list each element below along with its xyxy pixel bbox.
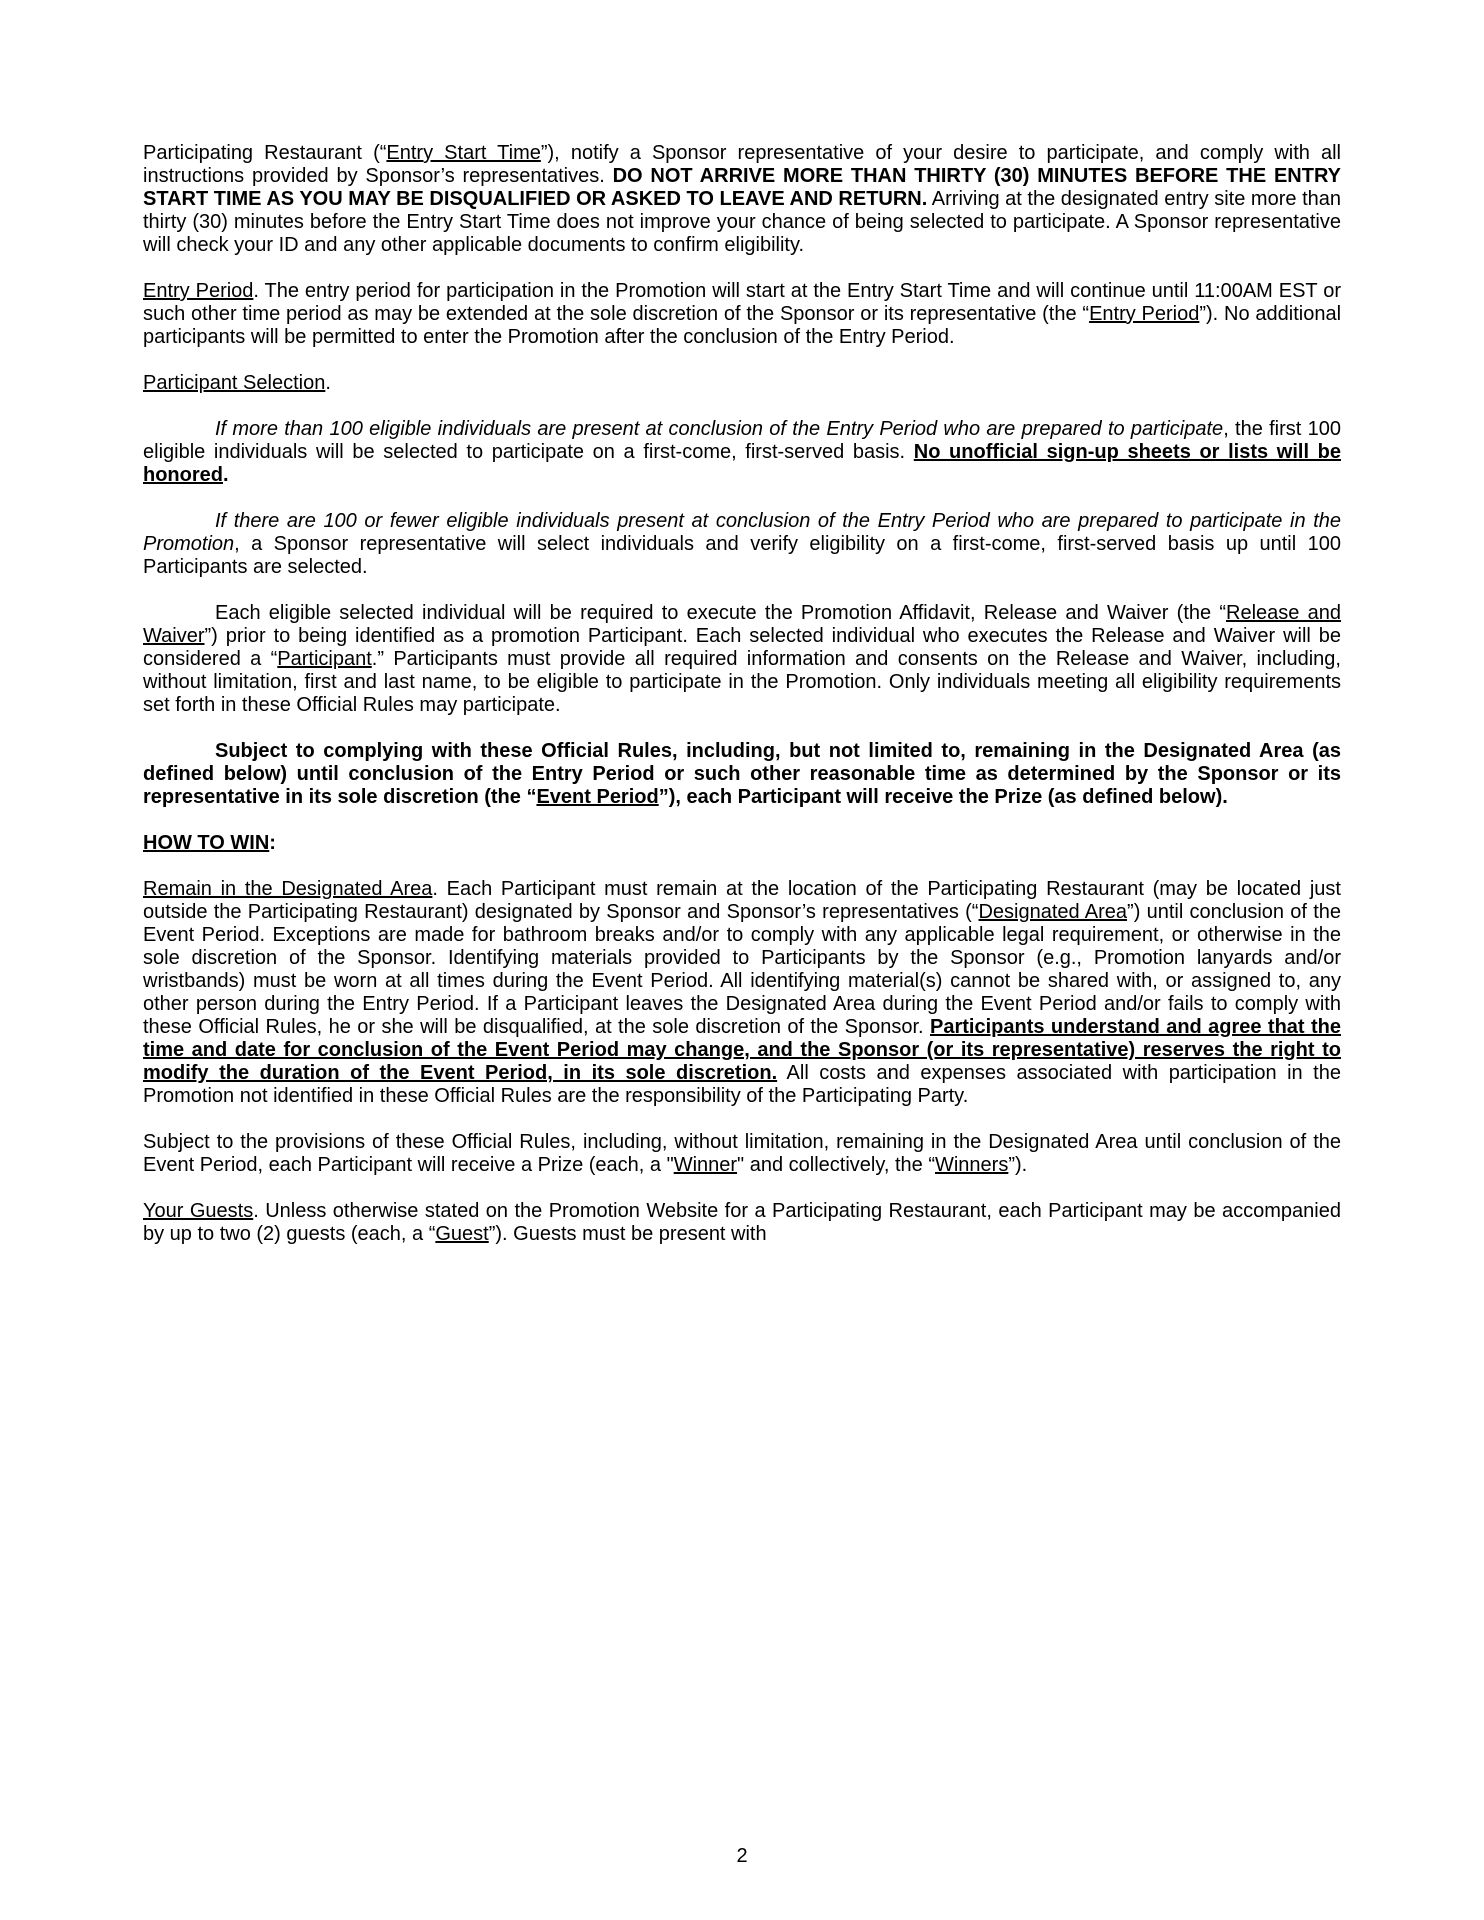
- text-run: Participants understand and agree that the time and date for conclusion of the Event Period may change, and the Sponsor (or its representative) reserves the right to modify the duration of the Event Period, in its sole discretion.: [143, 1016, 1341, 1084]
- text-run: Entry Period: [143, 280, 254, 302]
- text-run: " and collectively, the “: [737, 1154, 935, 1176]
- paragraph: [143, 1200, 1341, 1246]
- text-run: , the first 100 eligible individuals will be selected to participate on a first-come, first-served basis.: [143, 418, 1341, 463]
- paragraph: [143, 372, 1341, 395]
- text-run: Each eligible selected individual will be required to execute the Promotion Affidavit, Release and Waiver (the “: [215, 602, 1227, 624]
- text-run: No unofficial sign-up sheets or lists will be honored: [143, 441, 1341, 486]
- paragraph: [143, 1131, 1341, 1177]
- text-run: Subject to complying with these Official Rules, including, but not limited to, remaining in the Designated Area (as defined below) until conclusion of the Entry Period or such other reasonable time as determined by the Sponsor or its representative in its sole discretion (the “: [143, 740, 1341, 808]
- text-run: .” Participants must provide all required information and consents on the Release and Waiver, including, without limitation, first and last name, to be eligible to participate in the Promotion. Only individuals meeting all eligibility requirements set forth in these Official Rules may participate.: [143, 648, 1341, 716]
- text-run: Winner: [673, 1154, 738, 1176]
- text-run: Entry Period: [1089, 303, 1200, 325]
- text-run: Designated Area: [978, 901, 1128, 923]
- text-run: ”). No additional participants will be permitted to enter the Promotion after the conclusion of the Entry Period.: [143, 303, 1342, 348]
- text-run: Subject to the provisions of these Official Rules, including, without limitation, remaining in the Designated Area until conclusion of the Event Period, each Participant will receive a Prize (each, a ": [143, 1131, 1341, 1176]
- document-body: [143, 142, 1341, 1269]
- text-run: DO NOT ARRIVE MORE THAN THIRTY (30) MINUTES BEFORE THE ENTRY START TIME AS YOU MAY BE DISQUALIFIED OR ASKED TO LEAVE AND RETURN.: [143, 165, 1341, 210]
- text-run: ”).: [1008, 1154, 1028, 1176]
- text-run: Release and Waiver: [143, 602, 1342, 647]
- paragraph: [143, 142, 1341, 257]
- text-run: HOW TO WIN: [143, 832, 270, 854]
- text-run: ”), each Participant will receive the Prize (as defined below).: [658, 786, 1228, 808]
- text-run: ”). Guests must be present with: [488, 1223, 767, 1245]
- paragraph: [143, 740, 1341, 809]
- text-run: Participating Restaurant (“: [143, 142, 387, 164]
- text-run: Entry Start Time: [386, 142, 541, 164]
- text-run: ”) prior to being identified as a promotion Participant. Each selected individual who executes the Release and Waiver will be considered a “: [143, 625, 1341, 670]
- text-run: If there are 100 or fewer eligible individuals present at conclusion of the Entry Period who are prepared to participate in the Promotion: [143, 510, 1341, 555]
- text-run: ”), notify a Sponsor representative of your desire to participate, and comply with all instructions provided by Sponsor’s representatives.: [143, 142, 1341, 187]
- text-run: Remain in the Designated Area: [143, 878, 433, 900]
- text-run: . Each Participant must remain at the location of the Participating Restaurant (may be located just outside the Participating Restaurant) designated by Sponsor and Sponsor’s representatives (“: [143, 878, 1341, 923]
- text-run: Winners: [934, 1154, 1009, 1176]
- text-run: Participant: [277, 648, 372, 670]
- text-run: Participant Selection: [143, 372, 326, 394]
- text-run: . Unless otherwise stated on the Promotion Website for a Participating Restaurant, each Participant may be accompanied by up to two (2) guests (each, a “: [143, 1200, 1341, 1245]
- paragraph: [143, 280, 1341, 349]
- text-run: . The entry period for participation in the Promotion will start at the Entry Start Time and will continue until 11:00AM EST or such other time period as may be extended at the sole discretion of the Sponsor or its representative (the “: [143, 280, 1341, 325]
- text-run: All costs and expenses associated with participation in the Promotion not identified in these Official Rules are the responsibility of the Participating Party.: [143, 1062, 1341, 1107]
- text-run: ”) until conclusion of the Event Period. Exceptions are made for bathroom breaks and/or to comply with any applicable legal requirement, or otherwise in the sole discretion of the Sponsor. Identifying materials provided to Participants by the Sponsor (e.g., Promotion lanyards and/or wristbands) must be worn at all times during the Event Period. All identifying material(s) cannot be shared with, or assigned to, any other person during the Entry Period. If a Participant leaves the Designated Area during the Event Period and/or fails to comply with these Official Rules, he or she will be disqualified, at the sole discretion of the Sponsor.: [143, 901, 1341, 1038]
- text-run: Guest: [435, 1223, 489, 1245]
- text-run: :: [269, 832, 276, 854]
- text-run: If more than 100 eligible individuals are present at conclusion of the Entry Period who are prepared to participate: [215, 418, 1224, 440]
- paragraph: [143, 418, 1341, 487]
- text-run: Arriving at the designated entry site more than thirty (30) minutes before the Entry Start Time does not improve your chance of being selected to participate. A Sponsor representative will check your ID and any other applicable documents to confirm eligibility.: [143, 188, 1341, 256]
- text-run: Your Guests: [143, 1200, 254, 1222]
- paragraph: [143, 510, 1341, 579]
- paragraph: [143, 832, 1341, 855]
- text-run: , a Sponsor representative will select individuals and verify eligibility on a first-come, first-served basis up until 100 Participants are selected.: [143, 533, 1341, 578]
- text-run: .: [223, 464, 229, 486]
- text-run: .: [325, 372, 331, 394]
- page-number: 2: [736, 1845, 748, 1867]
- paragraph: [143, 602, 1341, 717]
- paragraph: [143, 878, 1341, 1108]
- text-run: Event Period: [536, 786, 659, 808]
